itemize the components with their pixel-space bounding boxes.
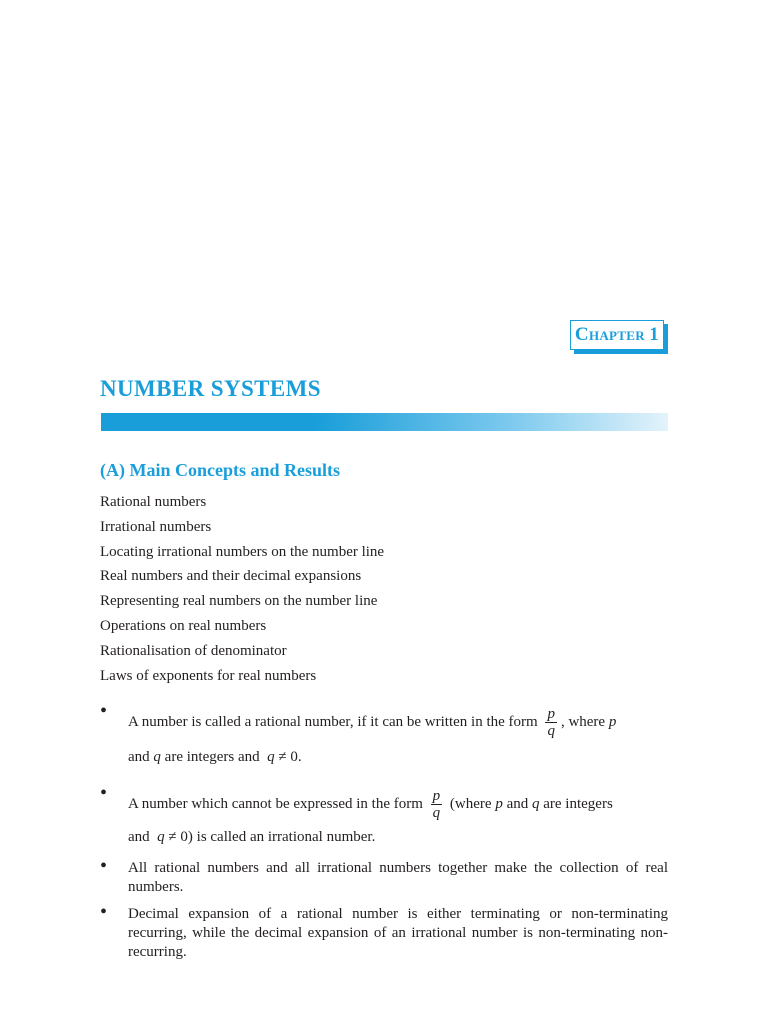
fraction-denominator: q: [432, 805, 441, 822]
fraction-numerator: p: [432, 788, 441, 805]
variable: p: [608, 714, 617, 730]
bullet-text: are integers and: [164, 749, 260, 765]
chapter-badge: [570, 320, 664, 350]
bullet-dot: •: [100, 700, 108, 722]
bullet-dot: •: [100, 782, 108, 804]
concept-item: Real numbers and their decimal expansions: [100, 568, 362, 585]
concept-item: Locating irrational numbers on the number line: [100, 543, 385, 560]
title-gradient-bar: [101, 413, 668, 431]
bullet-text: , where: [560, 714, 606, 730]
concept-item: Representing real numbers on the number line: [100, 593, 378, 610]
fraction-numerator: p: [547, 706, 555, 723]
chapter-title: NUMBER SYSTEMS: [100, 376, 321, 401]
bullet-text: (where: [449, 796, 492, 812]
bullet-text: ≠ 0) is called an irrational number.: [168, 829, 376, 845]
variable: q: [267, 749, 275, 765]
variable: q: [157, 829, 165, 845]
bullet-body: Decimal expansion of a rational number is either terminating or non-terminating recurring, while the decimal expansion of an irrational number is non-terminating non-recurring.: [128, 906, 668, 960]
bullet-text: A number is called a rational number, if it can be written in the form: [128, 714, 538, 730]
bullet-body: All rational numbers and all irrational numbers together make the collection of real numbers.: [128, 860, 668, 895]
fraction-denominator: q: [547, 723, 555, 740]
chapter-number: 1: [649, 324, 660, 345]
fraction-p-over-q: [431, 788, 443, 821]
bullet-body: [128, 786, 668, 847]
bullet-text: ≠ 0.: [278, 749, 302, 765]
bullet-dot: •: [100, 901, 108, 923]
concept-item: Irrational numbers: [100, 518, 212, 535]
bullet-body: [128, 704, 668, 767]
concept-item: Rationalisation of denominator: [100, 642, 287, 659]
bullet-text: and: [506, 796, 529, 812]
chapter-label-rest: HAPTER: [588, 328, 645, 343]
concept-item: Operations on real numbers: [100, 617, 267, 634]
bullet-text: and: [128, 749, 150, 765]
concept-item: Rational numbers: [100, 494, 207, 510]
section-heading: (A) Main Concepts and Results: [100, 460, 341, 480]
bullet-text: are integers: [543, 796, 613, 812]
chapter-label-initial: C: [574, 324, 589, 345]
concepts-list: [100, 491, 384, 689]
bullet-text: and: [128, 829, 150, 845]
variable: q: [531, 796, 540, 812]
variable: p: [495, 796, 503, 812]
fraction-p-over-q: [545, 706, 557, 739]
concept-item: Laws of exponents for real numbers: [100, 667, 317, 684]
variable: q: [153, 749, 161, 765]
bullet-dot: •: [100, 855, 108, 877]
bullet-text: A number which cannot be expressed in the form: [128, 796, 423, 812]
